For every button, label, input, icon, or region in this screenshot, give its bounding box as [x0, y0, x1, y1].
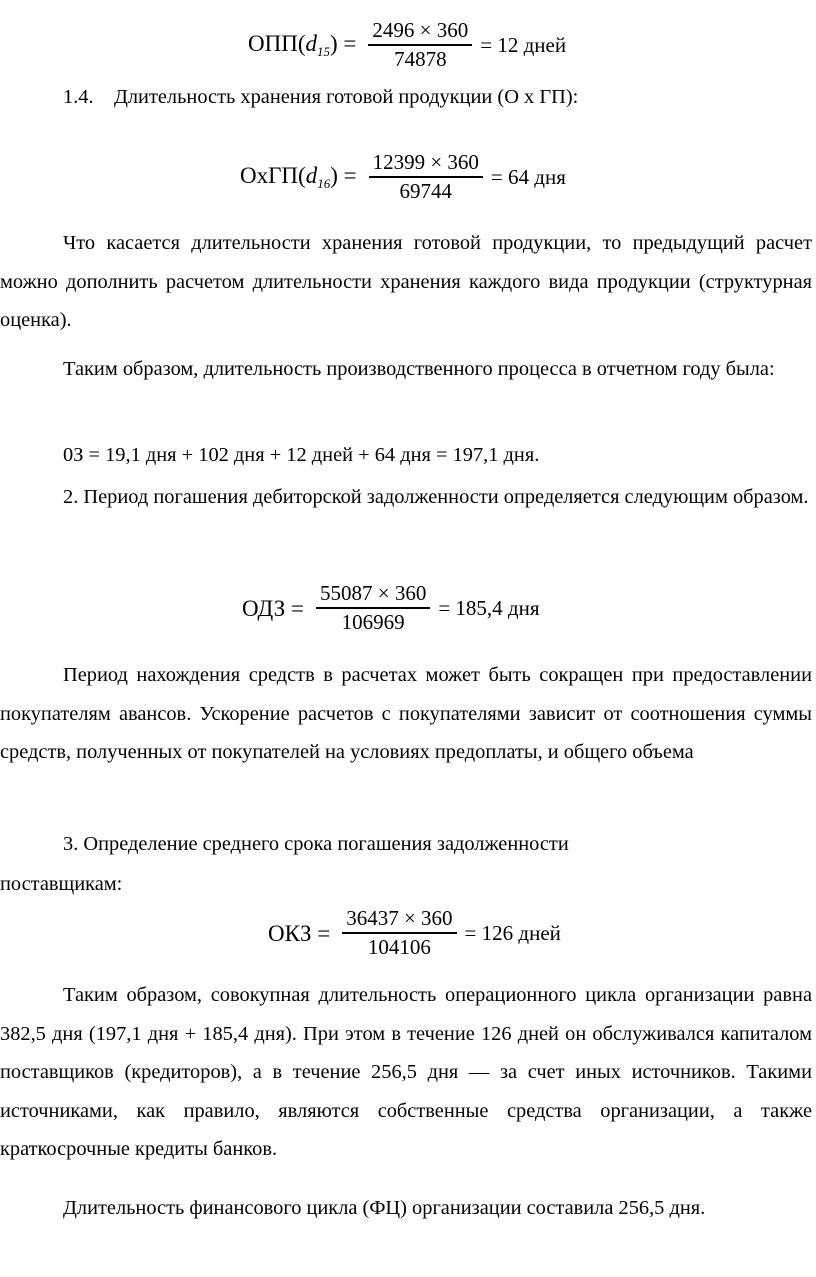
- formula-lhs: ОДЗ =: [242, 595, 304, 621]
- paragraph: 0З = 19,1 дня + 102 дня + 12 дней + 64 дня = 197,1 дня.: [63, 444, 540, 466]
- paragraph: 2. Период погашения дебиторской задолженности определяется следующим образом.: [63, 486, 809, 508]
- numerator: 55087 × 360: [319, 581, 427, 605]
- formula-okz: [268, 908, 561, 958]
- formula-fraction: [316, 583, 430, 633]
- numerator: 36437 × 360: [346, 906, 453, 930]
- paragraph: поставщикам:: [0, 873, 123, 895]
- numerator: 2496 × 360: [372, 18, 469, 42]
- section-heading: 1.4. Длительность хранения готовой продукции (О х ГП):: [63, 86, 579, 108]
- formula-result: = 126 дней: [464, 920, 561, 945]
- formula-result: = 185,4 дня: [438, 595, 540, 620]
- formula-lhs: ОКЗ =: [268, 920, 331, 946]
- denominator: 106969: [341, 610, 405, 634]
- denominator: 69744: [399, 179, 452, 203]
- denominator: 104106: [367, 935, 431, 959]
- paragraph: 3. Определение среднего срока погашения задолженности: [63, 833, 569, 855]
- formula-result: = 12 дней: [480, 32, 567, 57]
- formula-lhs: $ОПП(d_{15})$ =: [248, 31, 357, 59]
- formula-opp: [248, 20, 566, 70]
- formula-result: = 64 дня: [490, 164, 566, 189]
- formula-fraction: [369, 152, 483, 202]
- paragraph: Таким образом, совокупная длительность операционного цикла организации равна 382,5 дня (197,1 дня + 185,4 дня). При этом в течение 126 дней он обслуживался капиталом поставщиков (кредиторов), а в течение 256,5 дня — за счет иных источников. Такими источниками, как правило, являются собственные средства организации, а также краткосрочные кредиты банков.: [0, 984, 812, 1160]
- paragraph: Длительность финансового цикла (ФЦ) организации составила 256,5 дня.: [63, 1197, 706, 1219]
- denominator: 74878: [394, 47, 447, 71]
- formula-lhs: $ОхГП(d_{16})$ =: [240, 163, 357, 191]
- paragraph: Что касается длительности хранения готовой продукции, то предыдущий расчет можно дополнить расчетом длительности хранения каждого вида продукции (структурная оценка).: [0, 232, 812, 331]
- paragraph: Период нахождения средств в расчетах может быть сокращен при предоставлении покупателям авансов. Ускорение расчетов с покупателями зависит от соотношения суммы средств, полученных от покупателей на условиях предоплаты, и общего объема: [0, 664, 812, 763]
- numerator: 12399 × 360: [372, 150, 479, 174]
- formula-fraction: [368, 20, 472, 70]
- formula-oxgp: [240, 152, 566, 202]
- formula-fraction: [342, 908, 456, 958]
- formula-odz: [242, 583, 540, 633]
- paragraph: Таким образом, длительность производственного процесса в отчетном году была:: [63, 358, 775, 380]
